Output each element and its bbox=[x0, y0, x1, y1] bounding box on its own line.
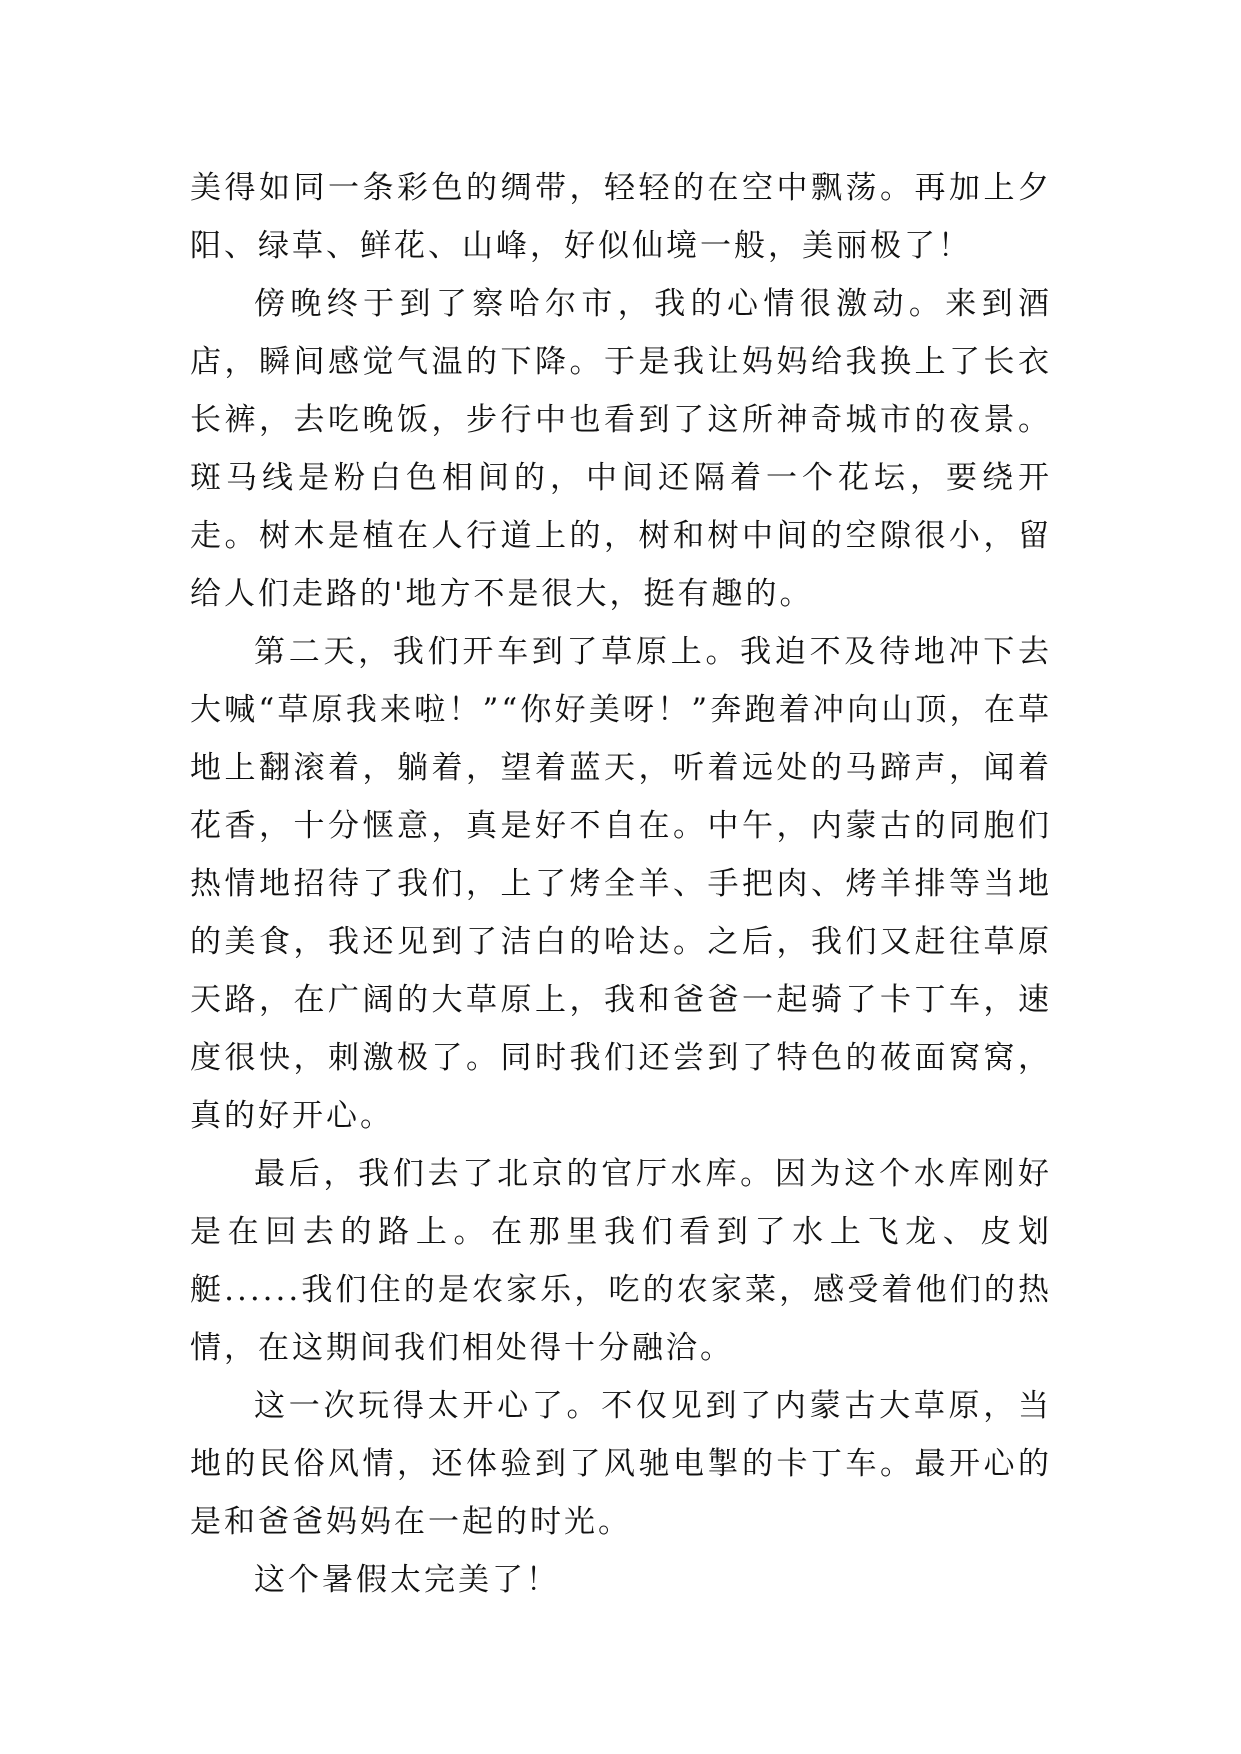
document-body bbox=[190, 159, 1052, 1609]
paragraph-continuation: 美得如同一条彩色的绸带，轻轻的在空中飘荡。再加上夕阳、绿草、鲜花、山峰，好似仙境一般，美丽极了！ bbox=[190, 170, 1052, 264]
paragraph-second-day: 第二天，我们开车到了草原上。我迫不及待地冲下去大喊“草原我来啦！”“你好美呀！”奔跑着冲向山顶，在草地上翻滚着，躺着，望着蓝天，听着远处的马蹄声，闻着花香，十分惬意，真是好不自在。中午，内蒙古的同胞们热情地招待了我们，上了烤全羊、手把肉、烤羊排等当地的美食，我还见到了洁白的哈达。之后，我们又赶往草原天路，在广阔的大草原上，我和爸爸一起骑了卡丁车，速度很快，刺激极了。同时我们还尝到了特色的莜面窝窝，真的好开心。 bbox=[190, 634, 1052, 1134]
paragraph-evening-arrival: 傍晚终于到了察哈尔市，我的心情很激动。来到酒店，瞬间感觉气温的下降。于是我让妈妈给我换上了长衣长裤，去吃晚饭，步行中也看到了这所神奇城市的夜景。斑马线是粉白色相间的，中间还隔着一个花坛，要绕开走。树木是植在人行道上的，树和树中间的空隙很小，留给人们走路的'地方不是很大，挺有趣的。 bbox=[190, 286, 1052, 612]
paragraph-reservoir: 最后，我们去了北京的官厅水库。因为这个水库刚好是在回去的路上。在那里我们看到了水上飞龙、皮划艇......我们住的是农家乐，吃的农家菜，感受着他们的热情，在这期间我们相处得十分融洽。 bbox=[190, 1156, 1052, 1366]
paragraph-summary: 这一次玩得太开心了。不仅见到了内蒙古大草原，当地的民俗风情，还体验到了风驰电掣的卡丁车。最开心的是和爸爸妈妈在一起的时光。 bbox=[190, 1388, 1052, 1540]
paragraph-closing: 这个暑假太完美了！ bbox=[254, 1562, 560, 1598]
